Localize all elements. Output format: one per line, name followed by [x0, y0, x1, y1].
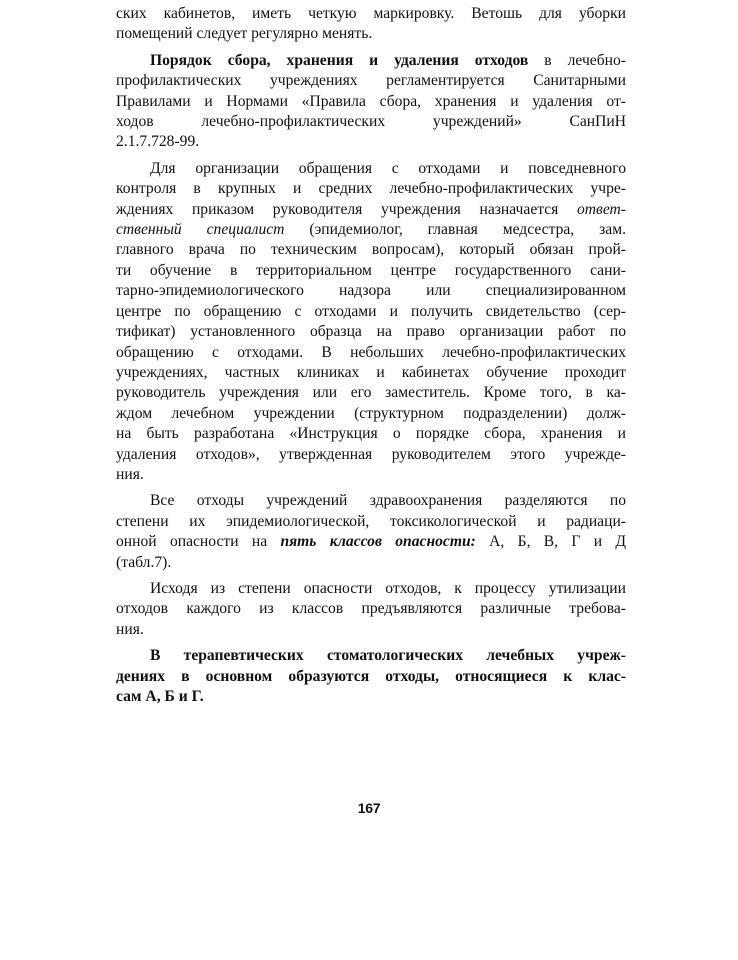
text-line: 2.1.7.728-99. — [116, 133, 200, 151]
text-line: тификат) установленного образца на право организации работ по — [116, 323, 626, 341]
text-line: ских кабинетов, иметь четкую маркировку. Ветошь для уборки — [116, 5, 626, 22]
paragraph-disposal-requirements — [116, 579, 626, 640]
page-body — [116, 4, 626, 707]
text-line — [116, 532, 626, 552]
text-line — [116, 51, 626, 71]
text-line: удаления отходов», утвержденная руководителем этого учрежде- — [116, 445, 626, 463]
text-line: (табл.7). — [116, 553, 172, 571]
text-line: контроля в крупных и средних лечебно-профилактических учре- — [116, 180, 626, 198]
text-line: Правилами и Нормами «Правила сбора, хранения и удаления от- — [116, 92, 626, 110]
text-line: Для организации обращения с отходами и повседневного — [150, 159, 626, 177]
text-line: главного врача по техническим вопросам), который обязан прой- — [116, 241, 626, 259]
text-line: помещений следует регулярно менять. — [116, 25, 373, 43]
text-line — [116, 200, 626, 220]
text-line: учреждениях, частных клиниках и кабинетах обучение проходит — [116, 363, 626, 381]
text-line: тарно-эпидемиологического надзора или специализированном — [116, 282, 626, 300]
text-run: А, Б, В, Г и Д — [475, 533, 627, 551]
text-line: Все отходы учреждений здравоохранения разделяются по — [150, 492, 626, 510]
text-line: ходов лечебно-профилактических учреждений» СанПиН — [116, 113, 626, 131]
bold-italic-run: пять классов опасности: — [280, 533, 476, 551]
text-line: ния. — [116, 465, 144, 483]
paragraph-hazard-classes — [116, 491, 626, 573]
page-number: 167 — [357, 800, 381, 816]
paragraph-waste-procedure — [116, 51, 626, 153]
text-line: на быть разработана «Инструкция о порядке сбора, хранения и — [116, 425, 626, 443]
text-line: ния. — [116, 620, 144, 638]
text-line: Исходя из степени опасности отходов, к процессу утилизации — [150, 579, 626, 597]
text-line: профилактических учреждениях регламентируется Санитарными — [116, 72, 626, 90]
bold-heading-run: Порядок сбора, хранения и удаления отходов — [150, 51, 529, 69]
text-line: дениях в основном образуются отходы, относящиеся к клас- — [116, 667, 626, 685]
text-line: обращению с отходами. В небольших лечебно-профилактических — [116, 343, 626, 361]
text-line — [116, 220, 626, 240]
text-line: руководитель учреждения или его заместитель. Кроме того, в ка- — [116, 384, 626, 402]
text-line: ти обучение в территориальном центре государственного сани- — [116, 261, 626, 279]
text-line: В терапевтических стоматологических лечебных учреж- — [150, 647, 626, 665]
text-line: степени их эпидемиологической, токсикологической и радиаци- — [116, 512, 626, 530]
text-run: (эпидемиолог, главная медсестра, зам. — [284, 221, 626, 239]
text-line: сам А, Б и Г. — [116, 688, 204, 705]
italic-run: ственный специалист — [116, 221, 285, 239]
paragraph-wiping-rags — [116, 4, 626, 45]
text-run: онной опасности на — [116, 533, 281, 551]
text-line: ждом лечебном учреждении (структурном подразделении) долж- — [116, 404, 626, 422]
text-run: в лечебно- — [528, 51, 626, 69]
paragraph-responsible-specialist — [116, 159, 626, 486]
italic-run: ответ- — [577, 200, 626, 218]
text-line: центре по обращению с отходами и получить свидетельство (сер- — [116, 302, 626, 320]
paragraph-dental-waste — [116, 646, 626, 707]
text-run: ждениях приказом руководителя учреждения назначается — [116, 200, 577, 218]
text-line: отходов каждого из классов предъявляются различные требова- — [116, 600, 626, 618]
